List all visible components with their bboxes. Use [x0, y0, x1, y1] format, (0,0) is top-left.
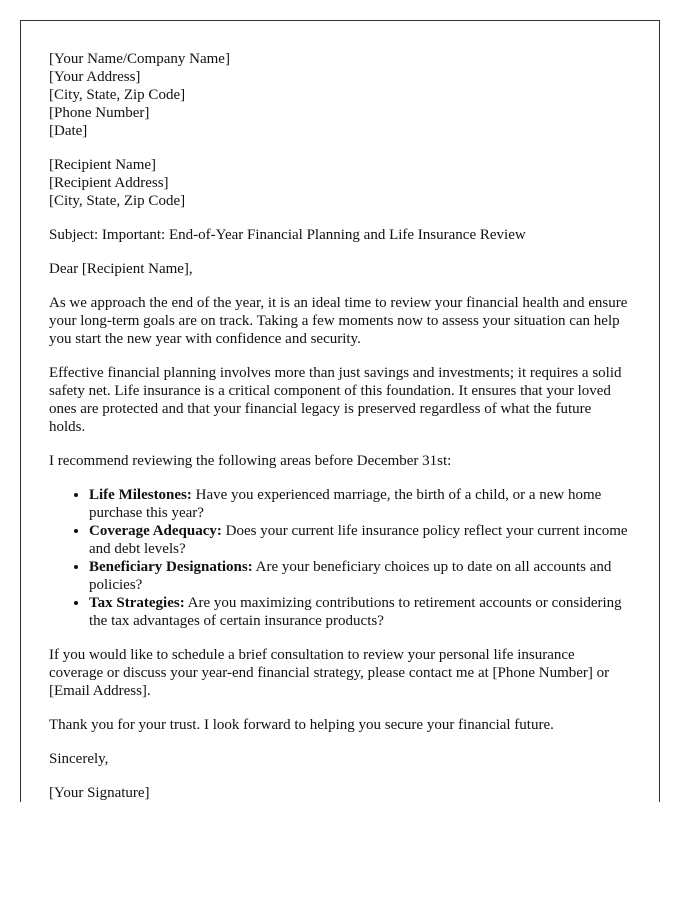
- closing-paragraph: If you would like to schedule a brief consultation to review your personal life insurance coverage or discuss your year-end financial strategy, please contact me at [Phone Number] or [Email Address].: [49, 647, 610, 699]
- recipient-name: [Recipient Name]: [49, 157, 157, 173]
- sender-block: [49, 50, 631, 140]
- list-item-text: Does your current life insurance policy reflect your current income and debt levels?: [89, 523, 628, 557]
- body-paragraph: I recommend reviewing the following areas before December 31st:: [49, 453, 452, 469]
- sender-phone: [Phone Number]: [49, 105, 150, 121]
- list-item-title: Beneficiary Designations:: [89, 559, 253, 575]
- subject-line: Subject: Important: End-of-Year Financial Planning and Life Insurance Review: [49, 227, 526, 243]
- list-item-text: Are you maximizing contributions to retirement accounts or considering the tax advantages of certain insurance products?: [89, 595, 622, 629]
- sender-name: [Your Name/Company Name]: [49, 51, 230, 67]
- list-item-title: Tax Strategies:: [89, 595, 185, 611]
- recipient-city: [City, State, Zip Code]: [49, 193, 186, 209]
- signoff: Sincerely,: [49, 751, 109, 767]
- recipient-address: [Recipient Address]: [49, 175, 169, 191]
- salutation: Dear [Recipient Name],: [49, 261, 193, 277]
- list-item: [89, 594, 631, 630]
- letter-page: [20, 20, 660, 802]
- list-item: [89, 522, 631, 558]
- sender-address: [Your Address]: [49, 69, 141, 85]
- list-item-title: Life Milestones:: [89, 487, 192, 503]
- body-paragraph: As we approach the end of the year, it is an ideal time to review your financial health and ensure your long-term goals are on track. Taking a few moments now to assess your situation can help you start the new year with confidence and security.: [49, 295, 628, 347]
- list-item-text: Have you experienced marriage, the birth of a child, or a new home purchase this year?: [89, 487, 602, 521]
- list-item: [89, 486, 631, 522]
- letter-date: [Date]: [49, 123, 88, 139]
- review-list: [49, 486, 631, 630]
- list-item: [89, 558, 631, 594]
- closing-paragraph: Thank you for your trust. I look forward to helping you secure your financial future.: [49, 717, 554, 733]
- list-item-title: Coverage Adequacy:: [89, 523, 222, 539]
- sender-city: [City, State, Zip Code]: [49, 87, 186, 103]
- body-paragraph: Effective financial planning involves more than just savings and investments; it requires a solid safety net. Life insurance is a critical component of this foundation. It ensures that your loved ones are protected and that your financial legacy is preserved regardless of what the future holds.: [49, 365, 622, 435]
- list-item-text: Are your beneficiary choices up to date on all accounts and policies?: [89, 559, 612, 593]
- signature: [Your Signature]: [49, 785, 150, 801]
- recipient-block: [49, 156, 631, 210]
